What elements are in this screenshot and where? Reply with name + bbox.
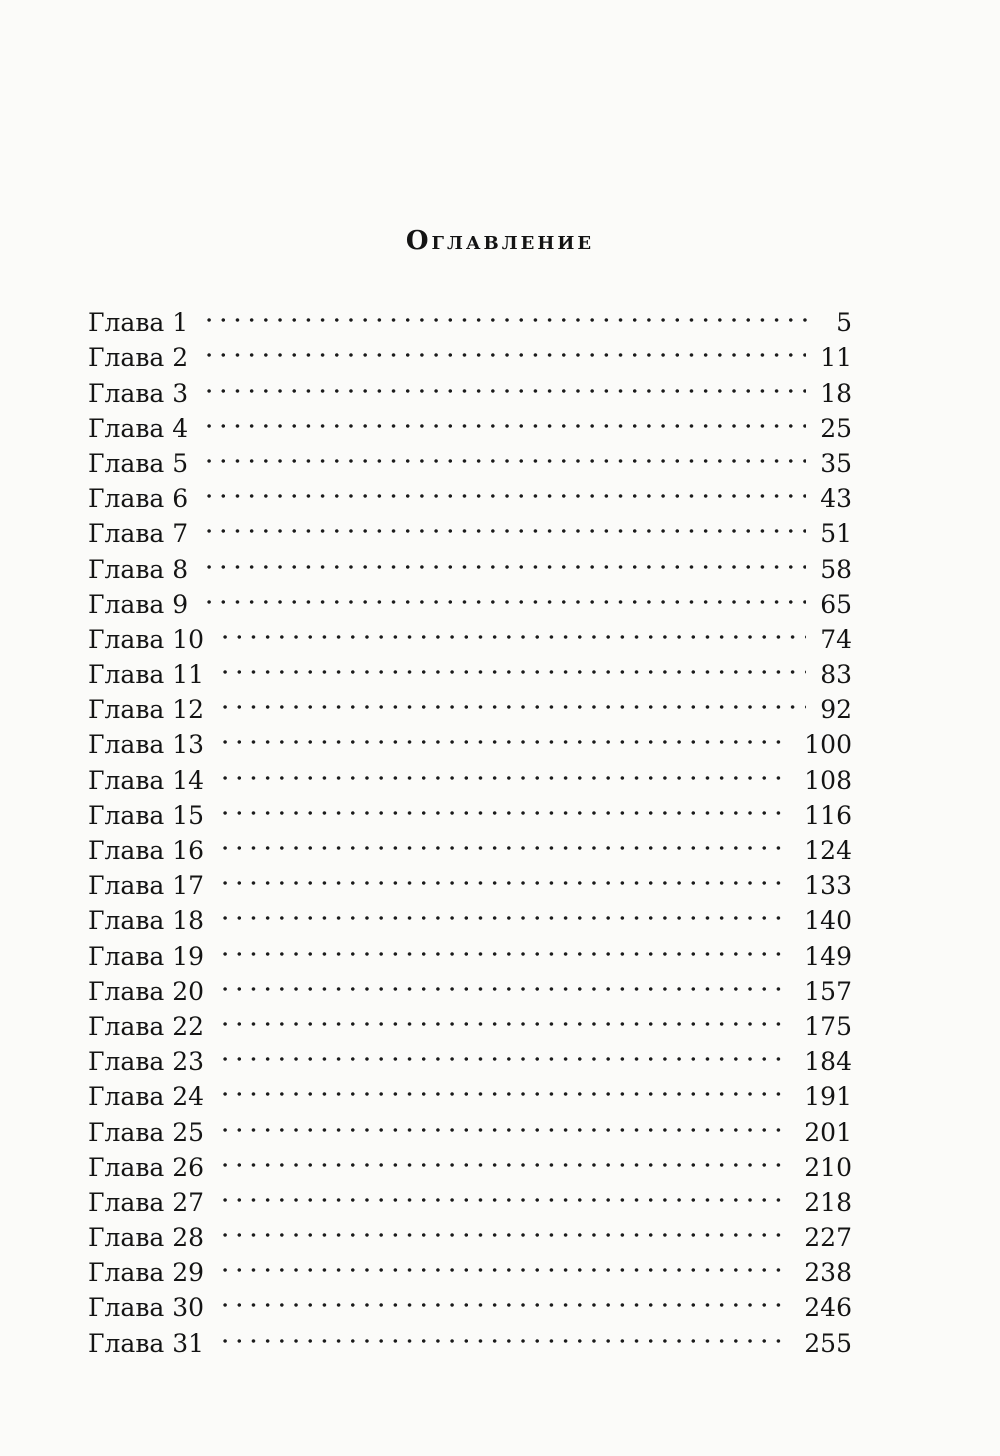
dot-leader bbox=[218, 824, 790, 859]
chapter-label: Глава 16 bbox=[88, 836, 205, 865]
dot-leader bbox=[218, 1211, 790, 1246]
page-number: 100 bbox=[804, 730, 852, 760]
chapter-label: Глава 2 bbox=[88, 343, 189, 373]
dot-leader bbox=[218, 718, 790, 753]
chapter-label: Глава 11 bbox=[88, 660, 205, 690]
chapter-label: Глава 29 bbox=[88, 1258, 205, 1288]
page-number: 238 bbox=[804, 1258, 852, 1288]
dot-leader bbox=[218, 613, 806, 648]
page-number: 246 bbox=[804, 1293, 852, 1323]
page-number: 116 bbox=[804, 800, 852, 830]
dot-leader bbox=[202, 507, 806, 542]
chapter-label: Глава 6 bbox=[88, 484, 189, 514]
dot-leader bbox=[218, 1105, 790, 1140]
dot-leader bbox=[202, 437, 806, 472]
page-number: 51 bbox=[820, 519, 852, 549]
dot-leader bbox=[202, 366, 806, 401]
page-number: 74 bbox=[820, 624, 852, 654]
chapter-label: Глава 28 bbox=[88, 1223, 205, 1253]
dot-leader bbox=[202, 472, 806, 507]
chapter-label: Глава 3 bbox=[88, 378, 189, 408]
page-title: Оглавление bbox=[405, 226, 595, 256]
dot-leader bbox=[218, 1035, 790, 1070]
chapter-label: Глава 18 bbox=[88, 906, 205, 936]
dot-leader bbox=[218, 894, 790, 929]
dot-leader bbox=[218, 1246, 790, 1281]
page-number: 227 bbox=[804, 1223, 852, 1253]
toc-entry bbox=[88, 472, 852, 514]
page-number: 108 bbox=[804, 765, 852, 795]
toc-entry bbox=[88, 507, 852, 549]
page-number: 65 bbox=[820, 589, 852, 619]
page-number: 11 bbox=[820, 343, 852, 373]
page-number: 157 bbox=[804, 976, 852, 1006]
page-number: 133 bbox=[804, 871, 852, 901]
toc-entry bbox=[88, 437, 852, 478]
page-number: 124 bbox=[804, 836, 852, 865]
page-number: 83 bbox=[820, 660, 852, 690]
dot-leader bbox=[218, 1176, 790, 1211]
page-number: 210 bbox=[804, 1152, 852, 1182]
toc-entry bbox=[88, 578, 852, 619]
page-number: 92 bbox=[820, 695, 852, 725]
dot-leader bbox=[218, 753, 790, 788]
table-of-contents bbox=[88, 296, 852, 1358]
chapter-label: Глава 8 bbox=[88, 554, 189, 584]
page-number: 35 bbox=[820, 448, 852, 478]
toc-entry bbox=[88, 331, 852, 373]
dot-leader bbox=[202, 578, 806, 613]
chapter-label: Глава 5 bbox=[88, 448, 189, 478]
page-number: 255 bbox=[804, 1328, 852, 1358]
dot-leader bbox=[218, 859, 790, 894]
chapter-label: Глава 23 bbox=[88, 1047, 205, 1077]
chapter-label: Глава 10 bbox=[88, 624, 205, 654]
toc-entry bbox=[88, 296, 852, 338]
toc-entry bbox=[88, 613, 852, 654]
dot-leader bbox=[218, 1141, 790, 1176]
page-number: 18 bbox=[820, 378, 852, 408]
page-number: 58 bbox=[820, 554, 852, 584]
chapter-label: Глава 20 bbox=[88, 976, 205, 1006]
chapter-label: Глава 30 bbox=[88, 1293, 205, 1323]
dot-leader bbox=[218, 789, 790, 824]
dot-leader bbox=[218, 1070, 790, 1105]
dot-leader bbox=[218, 1281, 790, 1316]
chapter-label: Глава 1 bbox=[88, 308, 189, 338]
toc-entry bbox=[88, 366, 852, 408]
chapter-label: Глава 27 bbox=[88, 1187, 205, 1217]
page-number: 184 bbox=[804, 1047, 852, 1077]
dot-leader bbox=[218, 683, 806, 718]
page-number: 218 bbox=[804, 1187, 852, 1217]
toc-entry bbox=[88, 402, 852, 443]
dot-leader bbox=[218, 1000, 790, 1035]
dot-leader bbox=[202, 296, 808, 331]
chapter-label: Глава 4 bbox=[88, 413, 189, 443]
toc-entry bbox=[88, 542, 852, 584]
page-number: 149 bbox=[804, 941, 852, 971]
dot-leader bbox=[218, 648, 806, 683]
page-number: 43 bbox=[820, 484, 852, 514]
page-number: 5 bbox=[836, 308, 852, 338]
page-number: 175 bbox=[804, 1011, 852, 1041]
chapter-label: Глава 13 bbox=[88, 730, 205, 760]
chapter-label: Глава 7 bbox=[88, 519, 189, 549]
dot-leader bbox=[202, 402, 806, 437]
chapter-label: Глава 14 bbox=[88, 765, 205, 795]
page-number: 201 bbox=[804, 1117, 852, 1147]
chapter-label: Глава 9 bbox=[88, 589, 189, 619]
chapter-label: Глава 19 bbox=[88, 941, 205, 971]
chapter-label: Глава 26 bbox=[88, 1152, 205, 1182]
chapter-label: Глава 31 bbox=[88, 1328, 205, 1358]
dot-leader bbox=[218, 965, 790, 1000]
page-number: 140 bbox=[804, 906, 852, 936]
dot-leader bbox=[218, 929, 790, 964]
chapter-label: Глава 24 bbox=[88, 1082, 205, 1112]
dot-leader bbox=[218, 1316, 790, 1351]
chapter-label: Глава 15 bbox=[88, 800, 205, 830]
chapter-label: Глава 22 bbox=[88, 1011, 205, 1041]
chapter-label: Глава 25 bbox=[88, 1117, 205, 1147]
chapter-label: Глава 12 bbox=[88, 695, 205, 725]
dot-leader bbox=[202, 331, 806, 366]
dot-leader bbox=[202, 542, 806, 577]
page-number: 25 bbox=[820, 413, 852, 443]
chapter-label: Глава 17 bbox=[88, 871, 205, 901]
page-number: 191 bbox=[804, 1082, 852, 1112]
